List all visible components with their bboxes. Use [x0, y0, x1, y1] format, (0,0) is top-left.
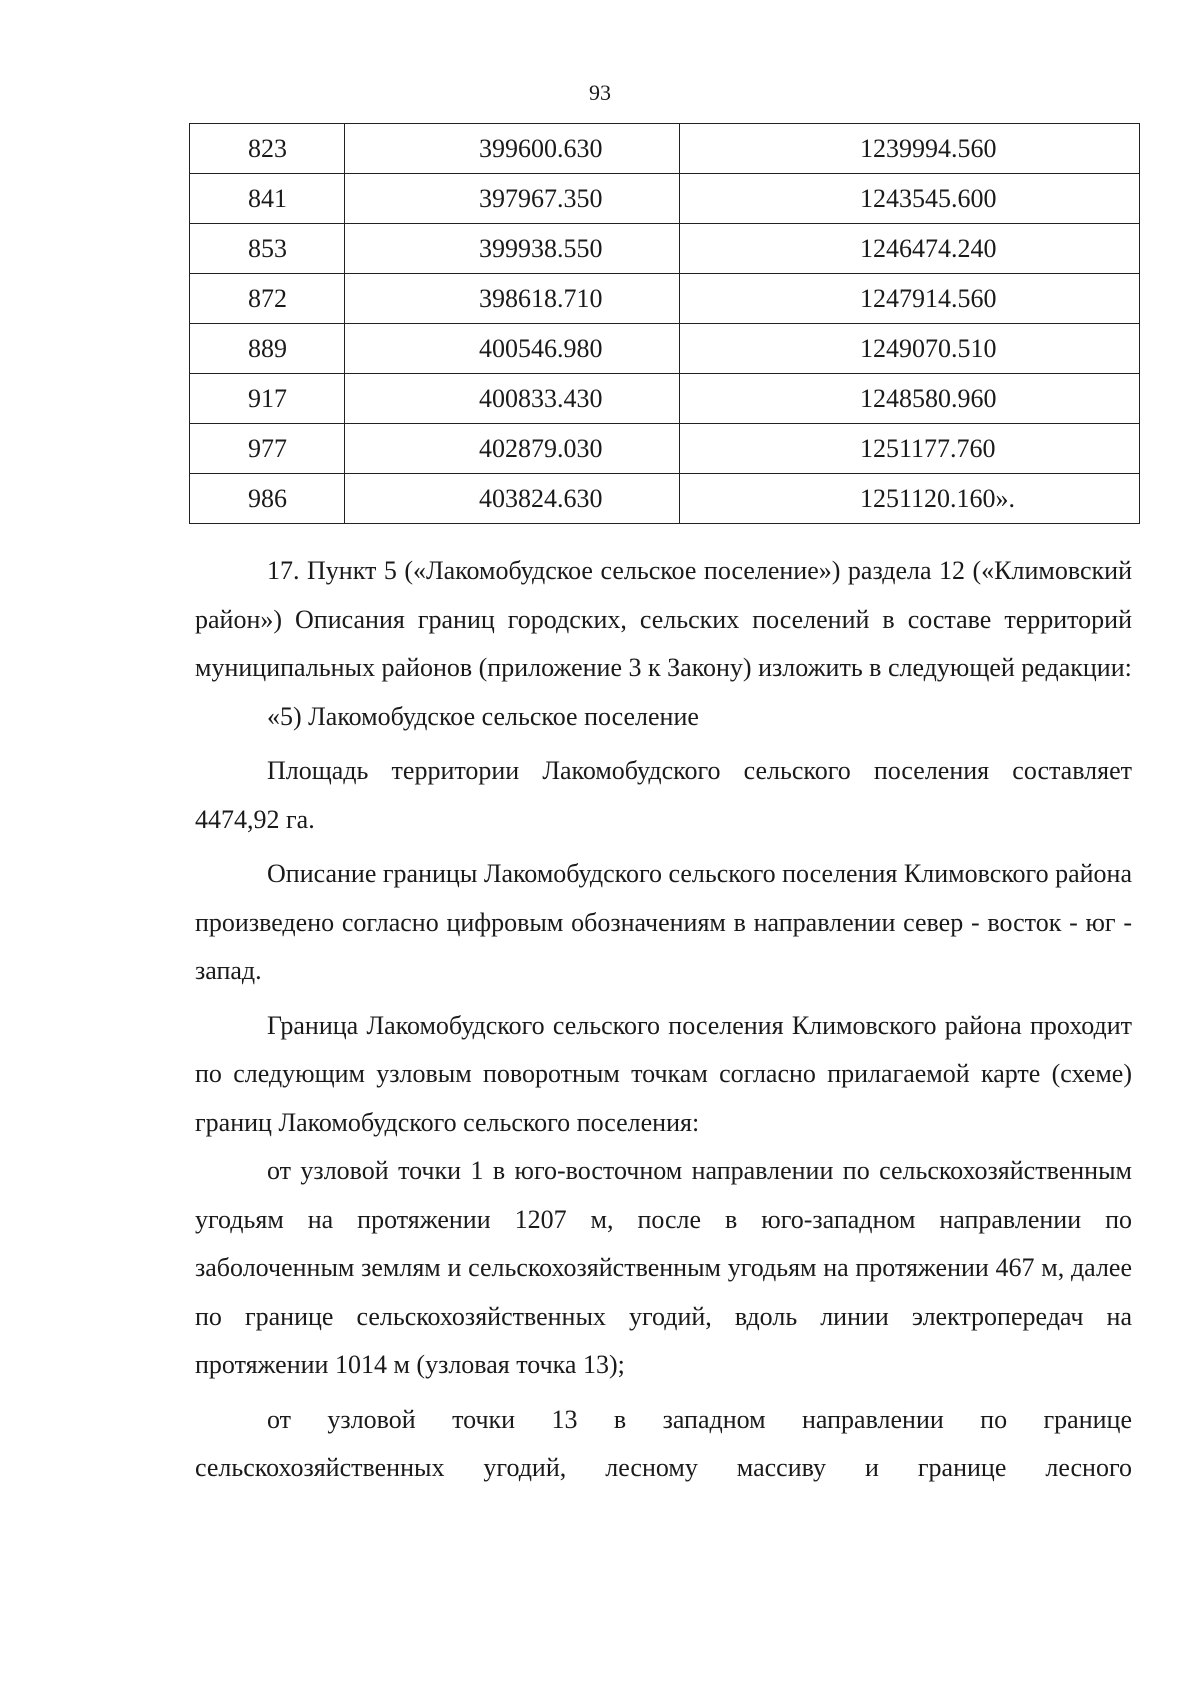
table-row	[190, 224, 1140, 274]
table-row	[190, 474, 1140, 524]
y-coordinate-cell: 1246474.240	[680, 224, 1140, 274]
paragraph-boundary-points: Граница Лакомобудского сельского поселения Климовского района проходит по следующим узловым поворотным точкам согласно прилагаемой карте (схеме) границ Лакомобудского сельского поселения:	[195, 1010, 1132, 1137]
y-coordinate-cell: 1247914.560	[680, 274, 1140, 324]
page-number: 93	[589, 80, 611, 105]
x-coordinate-cell: 397967.350	[345, 174, 680, 224]
table-row	[190, 324, 1140, 374]
y-coordinate-cell: 1251120.160».	[680, 474, 1140, 524]
point-number-cell: 853	[190, 224, 345, 274]
paragraph-boundary-description: Описание границы Лакомобудского сельского поселения Климовского района произведено согласно цифровым обозначениям в направлении север - восток - юг - запад.	[195, 859, 1132, 985]
y-coordinate-cell: 1243545.600	[680, 174, 1140, 224]
table-row	[190, 424, 1140, 474]
y-coordinate-cell: 1251177.760	[680, 424, 1140, 474]
point-number-cell: 986	[190, 474, 345, 524]
point-number-cell: 823	[190, 124, 345, 174]
x-coordinate-cell: 399600.630	[345, 124, 680, 174]
x-coordinate-cell: 400833.430	[345, 374, 680, 424]
table-row	[190, 174, 1140, 224]
x-coordinate-cell: 398618.710	[345, 274, 680, 324]
x-coordinate-cell: 403824.630	[345, 474, 680, 524]
paragraph-amendment-17: 17. Пункт 5 («Лакомобудское сельское поселение») раздела 12 («Климовский район») Описания границ городских, сельских поселений в составе территорий муниципальных районов (приложение 3 к Закону) изложить в следующей редакции:	[195, 556, 1132, 682]
x-coordinate-cell: 400546.980	[345, 324, 680, 374]
point-number-cell: 872	[190, 274, 345, 324]
table-row	[190, 274, 1140, 324]
y-coordinate-cell: 1249070.510	[680, 324, 1140, 374]
x-coordinate-cell: 402879.030	[345, 424, 680, 474]
paragraph-from-point-13: от узловой точки 13 в западном направлении по границе сельскохозяйственных угодий, лесному массиву и границе лесного	[195, 1404, 1132, 1482]
paragraph-from-point-1: от узловой точки 1 в юго-восточном направлении по сельскохозяйственным угодьям на протяжении 1207 м, после в юго-западном направлении по заболоченным землям и сельскохозяйственным угодьям на протяжении 467 м, далее по границе сельскохозяйственных угодий, вдоль линии электропередач на протяжении 1014 м (узловая точка 13);	[195, 1156, 1132, 1379]
paragraph-section-heading: «5) Лакомобудское сельское поселение	[267, 701, 699, 731]
y-coordinate-cell: 1248580.960	[680, 374, 1140, 424]
point-number-cell: 977	[190, 424, 345, 474]
point-number-cell: 841	[190, 174, 345, 224]
x-coordinate-cell: 399938.550	[345, 224, 680, 274]
point-number-cell: 917	[190, 374, 345, 424]
coordinates-table	[189, 123, 1140, 524]
table-row	[190, 374, 1140, 424]
table-row	[190, 124, 1140, 174]
point-number-cell: 889	[190, 324, 345, 374]
paragraph-area: Площадь территории Лакомобудского сельского поселения составляет 4474,92 га.	[195, 756, 1132, 834]
document-body	[195, 547, 1132, 1493]
y-coordinate-cell: 1239994.560	[680, 124, 1140, 174]
